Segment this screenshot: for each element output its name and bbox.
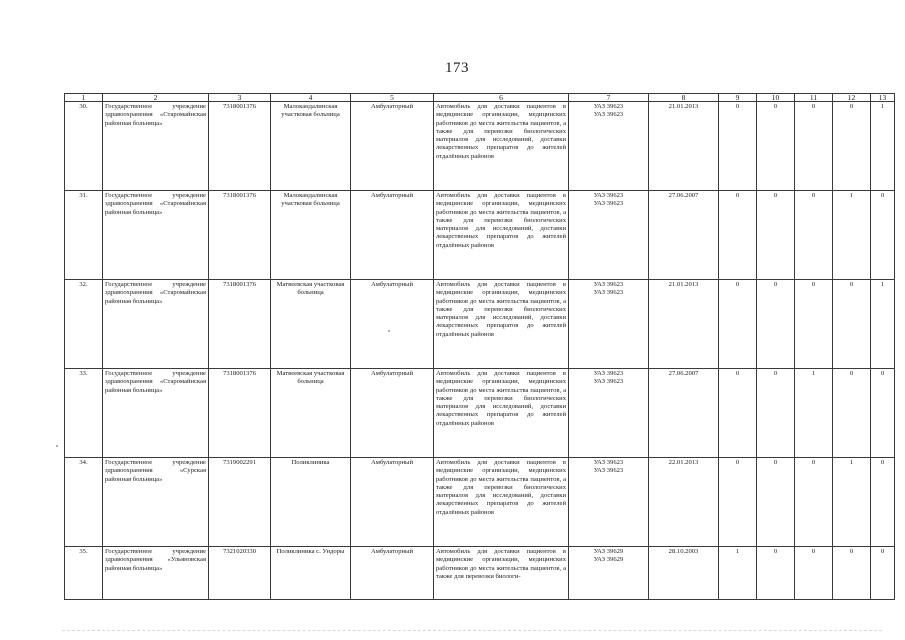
vehicle-models <box>569 102 649 191</box>
vehicle-purpose: Автомобиль для доставки пациентов в медицинские организации, медицинских работников до места жительства пациентов, а также для перевозки биологических материалов для исследований, доставки лекарственных препаратов до жителей отдалённых районов <box>434 458 569 547</box>
column-number: 1 <box>65 94 103 102</box>
organization-name: Государственное учреждение здравоохранения «Старомайнская районная больница» <box>103 369 209 458</box>
column-number: 7 <box>569 94 649 102</box>
count-col9: 0 <box>719 191 757 280</box>
vehicle-model: УАЗ 39629 <box>593 556 624 564</box>
subdivision-name: Малокандалинская участковая больница <box>271 191 351 280</box>
count-col12: 0 <box>833 102 871 191</box>
acquisition-date: 28.10.2003 <box>649 547 719 600</box>
row-number: 30. <box>65 102 103 191</box>
vehicle-model: УАЗ 39623 <box>593 378 624 386</box>
count-col13: 0 <box>871 369 895 458</box>
scan-edge-line <box>62 630 882 631</box>
acquisition-date: 27.06.2007 <box>649 191 719 280</box>
vehicle-model: УАЗ 39629 <box>593 548 624 555</box>
inn-code: 7318001376 <box>209 102 271 191</box>
count-col10: 0 <box>757 102 795 191</box>
count-col10: 0 <box>757 369 795 458</box>
subdivision-name: Матвеевская участковая больница <box>271 280 351 369</box>
column-number: 11 <box>795 94 833 102</box>
column-number: 12 <box>833 94 871 102</box>
count-col10: 0 <box>757 458 795 547</box>
count-col9: 1 <box>719 547 757 600</box>
column-number-header <box>65 94 895 102</box>
vehicle-models <box>569 369 649 458</box>
table-row <box>65 547 895 600</box>
table-row <box>65 191 895 280</box>
vehicle-model: УАЗ 39623 <box>593 467 624 475</box>
vehicle-model: УАЗ 39623 <box>593 370 624 377</box>
service-type: Амбулаторный <box>351 102 434 191</box>
column-number: 3 <box>209 94 271 102</box>
vehicle-purpose: Автомобиль для доставки пациентов в медицинские организации, медицинских работников до места жительства пациентов, а также для перевозки биологических материалов для исследований, доставки лекарственных препаратов до жителей отдалённых районов <box>434 369 569 458</box>
count-col12: 0 <box>833 547 871 600</box>
vehicle-model: УАЗ 39623 <box>593 103 624 110</box>
row-number: 33. <box>65 369 103 458</box>
column-number: 10 <box>757 94 795 102</box>
inn-code: 7318001376 <box>209 280 271 369</box>
vehicle-models <box>569 547 649 600</box>
count-col11: 0 <box>795 191 833 280</box>
row-number: 31. <box>65 191 103 280</box>
service-type: Амбулаторный <box>351 547 434 600</box>
count-col11: 0 <box>795 102 833 191</box>
vehicle-model: УАЗ 39623 <box>593 200 624 208</box>
column-number: 8 <box>649 94 719 102</box>
inn-code: 7318001376 <box>209 191 271 280</box>
inn-code: 7321020330 <box>209 547 271 600</box>
table-row <box>65 102 895 191</box>
vehicle-model: УАЗ 39623 <box>593 192 624 199</box>
count-col13: 0 <box>871 547 895 600</box>
inn-code: 7318001376 <box>209 369 271 458</box>
count-col11: 0 <box>795 458 833 547</box>
service-type: Амбулаторный <box>351 191 434 280</box>
count-col10: 0 <box>757 191 795 280</box>
count-col11: 1 <box>795 369 833 458</box>
organization-name: Государственное учреждение здравоохранения «Ульяновская районная больница» <box>103 547 209 600</box>
organization-name: Государственное учреждение здравоохранения «Старомайнская районная больница» <box>103 280 209 369</box>
vehicle-models <box>569 458 649 547</box>
inn-code: 7319002291 <box>209 458 271 547</box>
table-row <box>65 280 895 369</box>
vehicle-purpose: Автомобиль для доставки пациентов в медицинские организации, медицинских работников до места жительства пациентов, а также для перевозки биологических материалов для исследований, доставки лекарственных препаратов до жителей отдалённых районов <box>434 191 569 280</box>
count-col13: 1 <box>871 102 895 191</box>
count-col9: 0 <box>719 369 757 458</box>
page-number: 173 <box>445 60 469 76</box>
service-type: Амбулаторный <box>351 369 434 458</box>
organization-name: Государственное учреждение здравоохранения «Старомайнская районная больница» <box>103 191 209 280</box>
vehicle-model: УАЗ 39623 <box>593 289 624 297</box>
vehicle-purpose: Автомобиль для доставки пациентов в медицинские организации, медицинских работников до места жительства пациентов, а также для перевозки биологических материалов для исследований, доставки лекарственных препаратов до жителей отдалённых районов <box>434 280 569 369</box>
vehicle-models <box>569 191 649 280</box>
subdivision-name: Поликлиника с. Ундоры <box>271 547 351 600</box>
vehicle-purpose: Автомобиль для доставки пациентов в медицинские организации, медицинских работников до места жительства пациентов, а также для перевозки биологических материалов для исследований, доставки лекарственных препаратов до жителей отдалённых районов <box>434 102 569 191</box>
count-col12: 0 <box>833 369 871 458</box>
acquisition-date: 22.01.2013 <box>649 458 719 547</box>
subdivision-name: Матвеевская участковая больница <box>271 369 351 458</box>
row-number: 34. <box>65 458 103 547</box>
column-number: 13 <box>871 94 895 102</box>
count-col12: 0 <box>833 280 871 369</box>
organization-name: Государственное учреждение здравоохранения «Старомайнская районная больница» <box>103 102 209 191</box>
service-type: Амбулаторный <box>351 458 434 547</box>
column-number: 4 <box>271 94 351 102</box>
count-col13: 0 <box>871 458 895 547</box>
count-col13: 1 <box>871 280 895 369</box>
column-number: 6 <box>434 94 569 102</box>
scan-speck <box>56 445 58 447</box>
subdivision-name: Малокандалинская участковая больница <box>271 102 351 191</box>
vehicle-models <box>569 280 649 369</box>
count-col9: 0 <box>719 458 757 547</box>
count-col10: 0 <box>757 280 795 369</box>
acquisition-date: 21.01.2013 <box>649 102 719 191</box>
vehicle-table <box>64 93 895 600</box>
count-col9: 0 <box>719 280 757 369</box>
count-col11: 0 <box>795 280 833 369</box>
count-col12: 1 <box>833 458 871 547</box>
column-number: 5 <box>351 94 434 102</box>
count-col9: 0 <box>719 102 757 191</box>
subdivision-name: Поликлиника <box>271 458 351 547</box>
column-number: 2 <box>103 94 209 102</box>
row-number: 35. <box>65 547 103 600</box>
service-type: Амбулаторный <box>351 280 434 369</box>
row-number: 32. <box>65 280 103 369</box>
vehicle-model: УАЗ 39623 <box>593 459 624 466</box>
count-col13: 0 <box>871 191 895 280</box>
acquisition-date: 27.06.2007 <box>649 369 719 458</box>
table-row <box>65 458 895 547</box>
vehicle-model: УАЗ 39623 <box>593 111 624 119</box>
count-col12: 1 <box>833 191 871 280</box>
table-row <box>65 369 895 458</box>
count-col10: 0 <box>757 547 795 600</box>
scan-speck <box>388 330 390 332</box>
count-col11: 0 <box>795 547 833 600</box>
organization-name: Государственное учреждение здравоохранения «Сурская районная больница» <box>103 458 209 547</box>
column-number: 9 <box>719 94 757 102</box>
vehicle-model: УАЗ 39623 <box>593 281 624 288</box>
vehicle-purpose: Автомобиль для доставки пациентов в медицинские организации, медицинских работников до места жительства пациентов, а также для перевозки биологи- <box>434 547 569 600</box>
acquisition-date: 21.01.2013 <box>649 280 719 369</box>
